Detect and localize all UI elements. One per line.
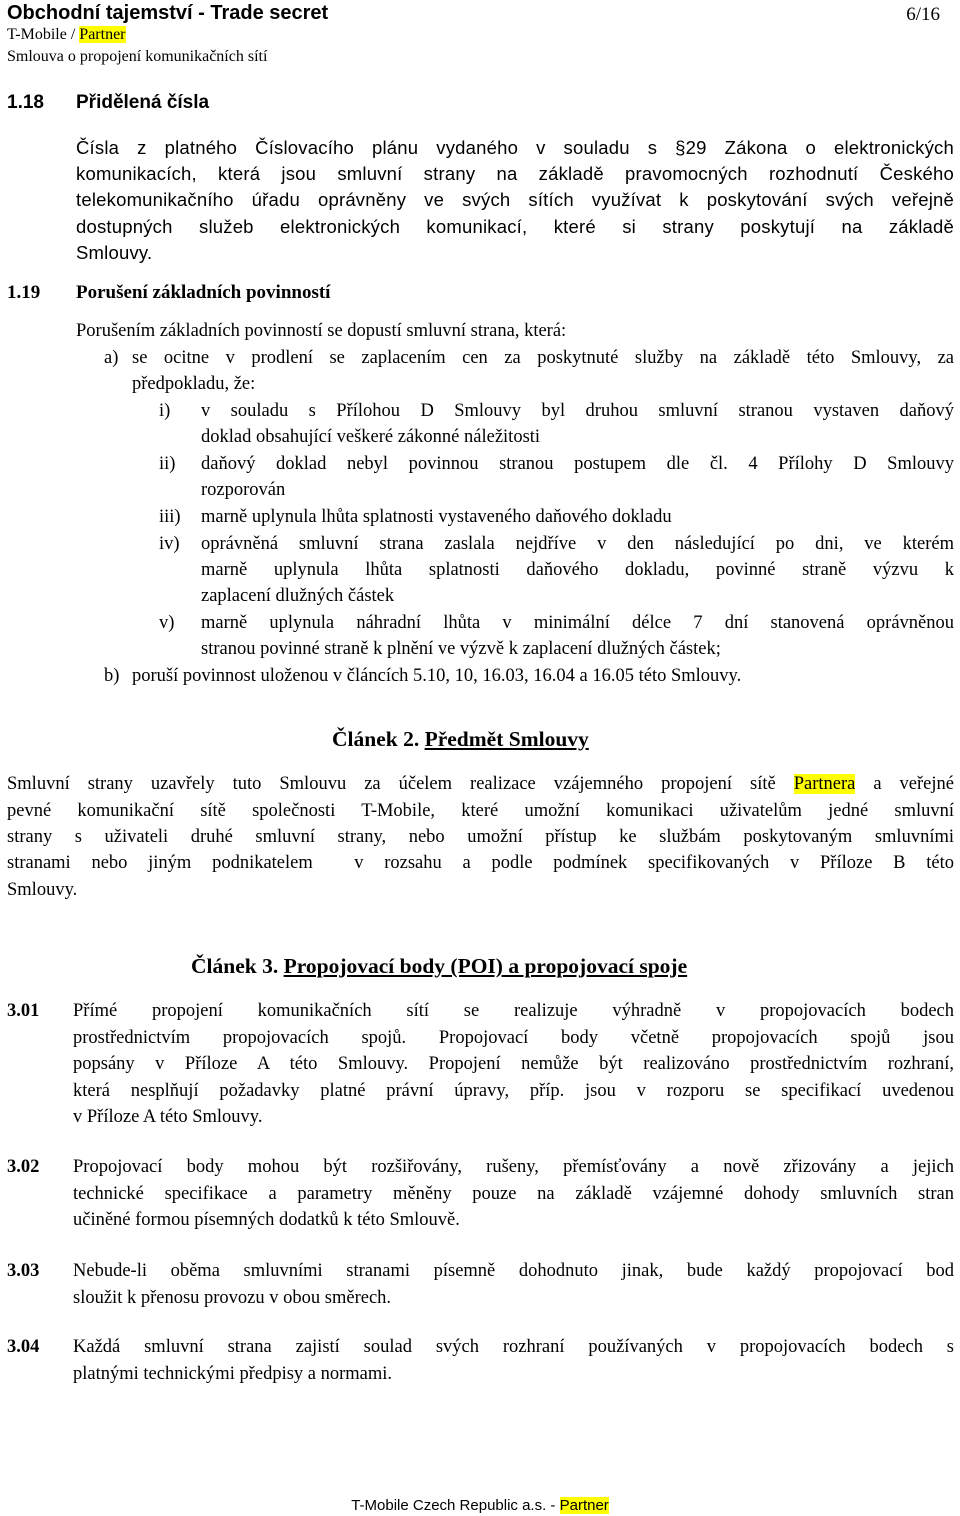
section-1-18-line-1: Čísla z platného Číslovacího plánu vydaného v souladu s §29 Zákona o elektronických [76, 137, 954, 158]
sub-i-label: i) [159, 401, 171, 421]
document-title: Obchodní tajemství - Trade secret [7, 2, 329, 24]
clause-3-01-line-5: v Příloze A této Smlouvy. [73, 1107, 263, 1127]
sub-iv-line-1: oprávněná smluvní strana zaslala nejdříve v den následující po dni, ve kterém [201, 534, 954, 554]
footer-partner-highlight: Partner [559, 1497, 609, 1514]
clause-3-04-line-2: platnými technickými předpisy a normami. [73, 1364, 393, 1384]
article-2-line-1-start: Smluvní strany uzavřely tuto Smlouvu za účelem realizace vzájemného propojení sítě [7, 774, 776, 794]
article-2-heading [332, 725, 589, 753]
clause-3-02-line-3: učiněné formou písemných dodatků k této Smlouvě. [73, 1210, 460, 1230]
article-2-line-1-end: a veřejné [873, 774, 954, 794]
clause-3-02-line-1: Propojovací body mohou být rozšiřovány, rušeny, přemísťovány a nově zřizovány a jejich [73, 1157, 954, 1177]
sub-v-line-1: marně uplynula náhradní lhůta v minimální délce 7 dní stanovená oprávněnou [201, 613, 954, 633]
section-1-18-title: Přidělená čísla [76, 92, 210, 113]
partner-highlight: Partnera [793, 774, 856, 794]
sub-ii-label: ii) [159, 454, 176, 474]
clause-3-04-line-1: Každá smluvní strana zajistí soulad svých rozhraní používaných v propojovacích bodech s [73, 1337, 954, 1357]
clause-3-01-line-4: která nesplňují požadavky platné právní úpravy, příp. jsou v rozporu se specifikací uvedenou [73, 1081, 954, 1101]
item-b-label: b) [104, 666, 120, 686]
article-2-line-5: Smlouvy. [7, 880, 78, 900]
clause-3-02-line-2: technické specifikace a parametry měněny pouze na základě vzájemné dohody smluvních stran [73, 1184, 954, 1204]
article-2-prefix: Článek 2. [332, 727, 420, 751]
sub-iv-label: iv) [159, 534, 180, 554]
clause-3-02-number: 3.02 [7, 1157, 40, 1177]
header-contract-name: Smlouva o propojení komunikačních sítí [7, 48, 268, 65]
article-3-title: Propojovací body (POI) a propojovací spoje [283, 954, 688, 978]
sub-i-line-1: v souladu s Přílohou D Smlouvy byl druhou smluvní stranou vystaven daňový [201, 401, 954, 421]
section-1-18-line-3: telekomunikačního úřadu oprávněny ve svých sítích využívat k poskytování svých veřejně [76, 189, 954, 210]
clause-3-01-line-2: prostřednictvím propojovacích spojů. Propojovací body včetně propojovacích spojů jsou [73, 1028, 954, 1048]
item-b-text: poruší povinnost uloženou v článcích 5.10, 10, 16.03, 16.04 a 16.05 této Smlouvy. [132, 666, 742, 686]
clause-3-03-line-2: sloužit k přenosu provozu v obou směrech. [73, 1288, 392, 1308]
article-3-heading [191, 952, 687, 980]
article-3-prefix: Článek 3. [191, 954, 279, 978]
sub-iv-line-2: marně uplynula lhůta splatnosti daňového dokladu, povinné straně výzvu k [201, 560, 954, 580]
footer-company: T-Mobile Czech Republic a.s. - [351, 1497, 560, 1514]
section-1-19-number: 1.19 [7, 282, 41, 303]
header-parties [7, 24, 126, 46]
item-a-line-1: se ocitne v prodlení se zaplacením cen za poskytnuté služby na základě této Smlouvy, za [132, 348, 954, 368]
sub-ii-line-2: rozporován [201, 480, 286, 500]
page-number: 6/16 [906, 4, 940, 25]
sub-iii-line-1: marně uplynula lhůta splatnosti vystaveného daňového dokladu [201, 507, 672, 527]
section-1-18-line-2: komunikacích, která jsou smluvní strany na základě pravomocných rozhodnutí Českého [76, 163, 954, 184]
item-a-label: a) [104, 348, 119, 368]
clause-3-03-number: 3.03 [7, 1261, 40, 1281]
sub-i-line-2: doklad obsahující veškeré zákonné náležitosti [201, 427, 541, 447]
section-1-18-number: 1.18 [7, 92, 44, 113]
clause-3-01-line-3: popsány v Příloze A této Smlouvy. Propojení nemůže být realizováno prostřednictvím rozhraní, [73, 1054, 954, 1074]
section-1-18-line-4: dostupných služeb elektronických komunikací, které si strany poskytují na základě [76, 216, 954, 237]
item-a-line-2: předpokladu, že: [132, 374, 256, 394]
header-tmobile: T-Mobile / [7, 26, 80, 43]
clause-3-04-number: 3.04 [7, 1337, 40, 1357]
article-2-line-2: pevné komunikační sítě společnosti T-Mobile, které umožní komunikaci uživatelům jedné smluvní [7, 801, 954, 821]
sub-iv-line-3: zaplacení dlužných částek [201, 586, 395, 606]
page-footer [0, 1496, 960, 1516]
article-2-line-3: strany s uživateli druhé smluvní strany, nebo umožní přístup ke službám poskytovaným smluvními [7, 827, 954, 847]
header-partner-highlight: Partner [79, 26, 126, 43]
clause-3-01-number: 3.01 [7, 1001, 40, 1021]
article-2-line-1 [7, 771, 954, 797]
clause-3-03-line-1: Nebude-li oběma smluvními stranami písemně dohodnuto jinak, bude každý propojovací bod [73, 1261, 954, 1281]
sub-v-label: v) [159, 613, 175, 633]
section-1-19-intro: Porušením základních povinností se dopustí smluvní strana, která: [76, 321, 567, 341]
section-1-18-line-5: Smlouvy. [76, 242, 153, 263]
sub-v-line-2: stranou povinné straně k plnění ve výzvě k zaplacení dlužných částek; [201, 639, 721, 659]
clause-3-01-line-1: Přímé propojení komunikačních sítí se realizuje výhradně v propojovacích bodech [73, 1001, 954, 1021]
sub-iii-label: iii) [159, 507, 181, 527]
article-2-line-4: stranami nebo jiným podnikatelem v rozsahu a podle podmínek specifikovaných v Příloze B této [7, 853, 954, 873]
article-2-title: Předmět Smlouvy [424, 727, 589, 751]
sub-ii-line-1: daňový doklad nebyl povinnou stranou postupem dle čl. 4 Přílohy D Smlouvy [201, 454, 954, 474]
section-1-19-title: Porušení základních povinností [76, 282, 331, 303]
